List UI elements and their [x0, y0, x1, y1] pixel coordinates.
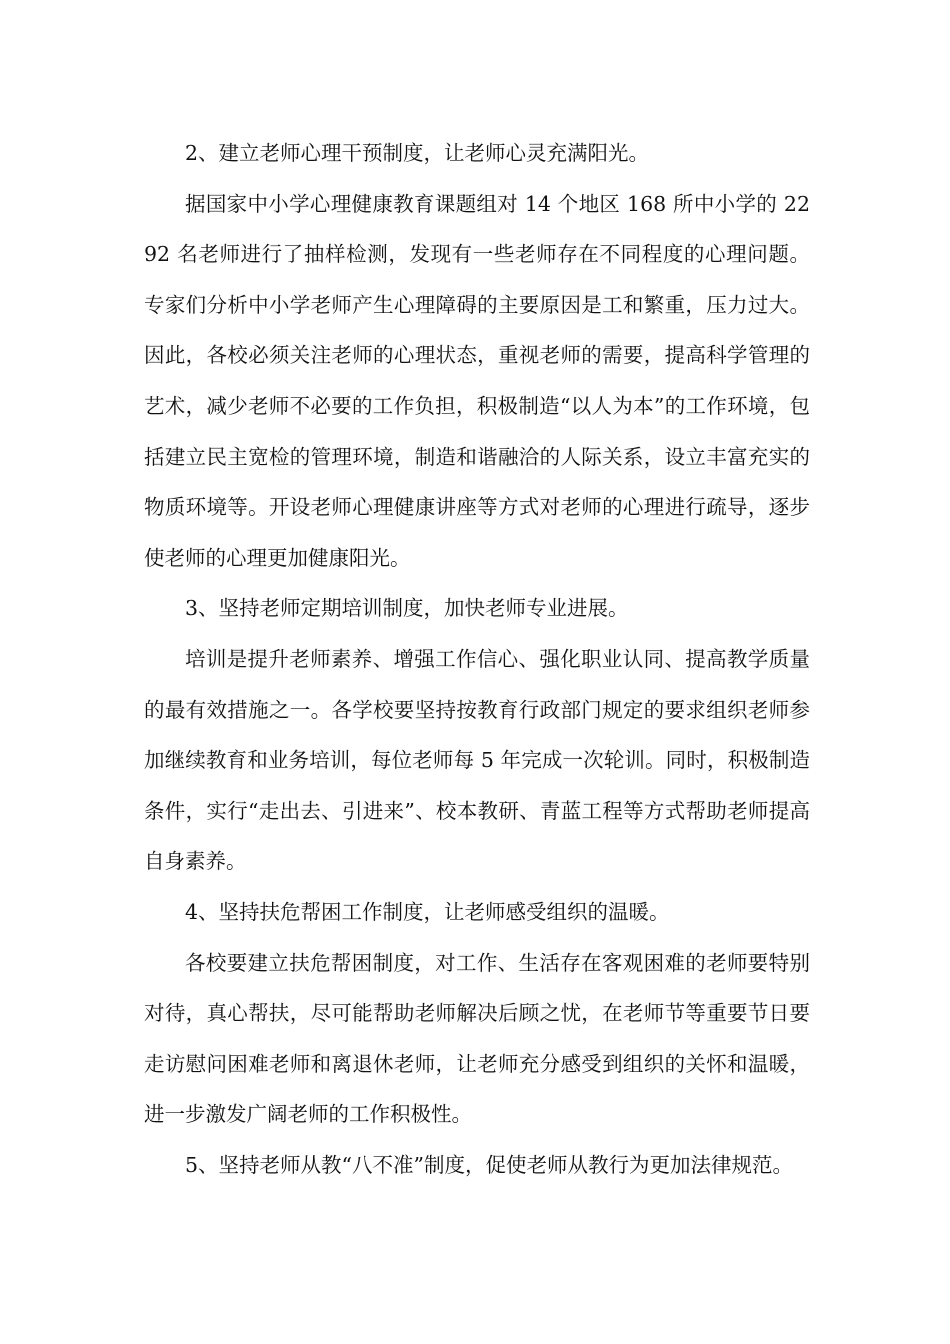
paragraph-support: 各校要建立扶危帮困制度，对工作、生活存在客观困难的老师要特别对待，真心帮扶，尽可能帮助老师解决后顾之忧，在老师节等重要节日要走访慰问困难老师和离退休老师，让老师充分感受到组织的关怀和温暖，进一步激发广阔老师的工作积极性。	[144, 950, 810, 1127]
paragraph-psychological-intervention: 据国家中小学心理健康教育课题组对 14 个地区 168 所中小学的 2292 名老师进行了抽样检测，发现有一些老师存在不同程度的心理问题。专家们分析中小学老师产生心理障碍的主要原因是工和繁重，压力过大。因此，各校必须关注老师的心理状态，重视老师的需要，提高科学管理的艺术，减少老师不必要的工作负担，积极制造“以人为本”的工作环境，包括建立民主宽检的管理环境，制造和谐融洽的人际关系，设立丰富充实的物质环境等。开设老师心理健康讲座等方式对老师的心理进行疏导，逐步使老师的心理更加健康阳光。	[144, 191, 810, 570]
section-heading-5: 5、坚持老师从教“八不准”制度，促使老师从教行为更加法律规范。	[185, 1152, 794, 1177]
section-heading-4: 4、坚持扶危帮困工作制度，让老师感受组织的温暖。	[185, 899, 670, 924]
paragraph-training: 培训是提升老师素养、增强工作信心、强化职业认同、提高教学质量的最有效措施之一。各学校要坚持按教育行政部门规定的要求组织老师参加继续教育和业务培训，每位老师每 5 年完成一次轮训。同时，积极制造条件，实行“走出去、引进来”、校本教研、青蓝工程等方式帮助老师提高自身素养。	[144, 646, 810, 874]
section-heading-3: 3、坚持老师定期培训制度，加快老师专业进展。	[185, 596, 629, 621]
document-body	[144, 128, 810, 1190]
section-heading-2: 2、建立老师心理干预制度，让老师心灵充满阳光。	[185, 141, 650, 165]
